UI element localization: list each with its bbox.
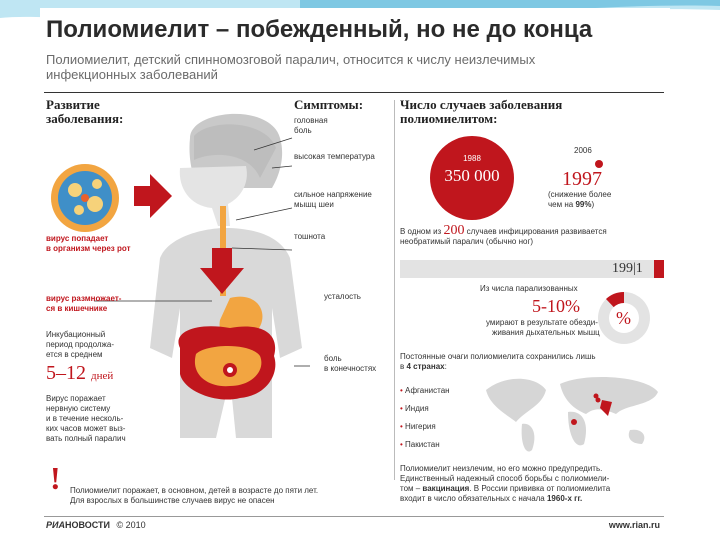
infographic	[40, 8, 670, 536]
count-2006: 1997	[562, 168, 602, 190]
country-name: Афганистан	[405, 386, 450, 395]
ratio-bar-fill	[654, 260, 664, 278]
country-name: Индия	[405, 404, 429, 413]
virus-enter-text	[46, 234, 130, 254]
incubation-line2: период продолжа-	[46, 340, 114, 349]
warning-line1: Полиомиелит поражает, в основном, детей в возрасте до пяти лет.	[70, 486, 319, 495]
country-item: • Нигерия	[400, 422, 436, 431]
symptoms-header: Симптомы:	[294, 97, 364, 112]
ratio-label: 199|1	[612, 261, 643, 276]
vaccination-year: 1960-х гг.	[546, 494, 583, 503]
symptom-neck-line2: мышц шеи	[294, 200, 334, 209]
country-name: Нигерия	[405, 422, 436, 431]
country-name: Пакистан	[405, 440, 440, 449]
vaccination-line3-suffix: . В России прививка от полиомиелита	[469, 484, 611, 493]
country-item: • Индия	[400, 404, 429, 413]
nerve-text	[46, 394, 126, 444]
symptom-limb-pain-line1: боль	[324, 354, 342, 363]
ratio-text-prefix: В одном из	[400, 227, 444, 236]
page-subtitle: Полиомиелит, детский спинномозговой паралич, относится к числу неизлечимых инфекционных заболеваний	[46, 52, 536, 82]
symptom-headache	[294, 116, 328, 136]
warning-icon: !	[50, 460, 61, 496]
vaccination-line3-prefix: том –	[400, 484, 423, 493]
cases-2006-dot	[595, 160, 603, 168]
reduction-note	[548, 190, 611, 210]
ratio-text-line2: необратимый паралич (обычно ног)	[400, 237, 534, 246]
foci-line1: Постоянные очаги полиомиелита сохранились лишь	[400, 352, 596, 361]
cases-header-line2: полиомиелитом:	[400, 111, 498, 126]
country-list	[400, 382, 450, 454]
reduction-percent: 99%	[575, 200, 592, 209]
symptom-limb-pain	[324, 354, 376, 374]
symptom-nausea: тошнота	[294, 232, 326, 241]
paralysis-ratio-text	[400, 223, 660, 247]
paralyzed-percent: 5-10%	[532, 296, 580, 316]
reduction-note-line1: (снижение более	[548, 190, 612, 199]
incubation-line1: Инкубационный	[46, 330, 106, 339]
vaccination-keyword: вакцинация	[422, 484, 470, 493]
symptom-headache-line2: боль	[294, 126, 312, 135]
foci-text	[400, 352, 596, 372]
column-divider	[394, 100, 395, 480]
incubation-days-number: 5–12	[46, 362, 86, 384]
development-header-line1: Развитие	[46, 97, 100, 112]
nerve-line3: и в течение несколь-	[46, 414, 124, 423]
paralyzed-text-2: умирают в результате обезди-	[486, 318, 598, 327]
footer-brand	[46, 520, 146, 530]
foci-prefix: в	[400, 362, 407, 371]
symptom-headache-line1: головная	[294, 116, 328, 125]
header-divider	[44, 92, 664, 93]
country-item: • Пакистан	[400, 440, 440, 449]
virus-multiply-line2: ся в кишечнике	[46, 304, 108, 313]
symptom-limb-pain-line2: в конечностях	[324, 364, 377, 373]
virus-image	[51, 164, 119, 232]
incubation-line3: ется в среднем	[46, 350, 103, 359]
page-title: Полиомиелит – побежденный, но не до конца	[46, 16, 593, 43]
year-2006: 2006	[574, 146, 592, 155]
symptom-neck	[294, 190, 372, 210]
incubation-text	[46, 330, 114, 360]
warning-line2: Для взрослых в большинстве случаев вирус не опасен	[70, 496, 275, 505]
cases-header	[400, 98, 562, 126]
symptom-fatigue: усталость	[324, 292, 361, 301]
symptom-neck-line1: сильное напряжение	[294, 190, 372, 199]
percent-sign: %	[616, 308, 631, 328]
paralyzed-text-1: Из числа парализованных	[480, 284, 578, 293]
vaccination-text	[400, 464, 662, 504]
nerve-line1: Вирус поражает	[46, 394, 106, 403]
count-1988: 350 000	[444, 166, 500, 185]
nerve-line4: ких часов может выз-	[46, 424, 126, 433]
brand-ria: РИА	[46, 520, 65, 530]
arrow-right-icon	[134, 174, 172, 218]
incubation-days-word: дней	[91, 370, 114, 382]
virus-multiply-line1: вирус размножает-	[46, 294, 122, 303]
symptom-fever: высокая температура	[294, 152, 375, 161]
development-header-line2: заболевания:	[46, 111, 124, 126]
reduction-note-suffix: )	[591, 200, 595, 209]
incubation-days	[46, 362, 113, 385]
nerve-line5: вать полный паралич	[46, 434, 126, 443]
ratio-number: 200	[443, 223, 465, 238]
foci-suffix: :	[444, 362, 447, 371]
site-link[interactable]: www.rian.ru	[608, 520, 660, 530]
vaccination-line2: Единственный надежный способ борьбы с полиомиели-	[400, 474, 610, 483]
year-1988: 1988	[463, 154, 481, 163]
brand-novosti: НОВОСТИ	[64, 520, 111, 530]
footer-divider	[44, 516, 664, 517]
virus-enter-line1: вирус попадает	[46, 234, 109, 243]
paralyzed-text-3: живания дыхательных мышц	[492, 328, 600, 337]
ratio-text-middle: случаев инфицирования развивается	[464, 227, 607, 236]
virus-enter-line2: в организм через рот	[46, 244, 131, 253]
copyright-year: © 2010	[116, 520, 146, 530]
reduction-note-prefix: чем на	[548, 200, 576, 209]
virus-multiply-text	[46, 294, 121, 314]
vaccination-line1: Полиомиелит неизлечим, но его можно предупредить.	[400, 464, 603, 473]
nerve-line2: нервную систему	[46, 404, 111, 413]
country-item: • Афганистан	[400, 386, 450, 395]
world-map	[476, 370, 664, 460]
vaccination-line4: входит в число обязательных с начала	[400, 494, 547, 503]
warning-text	[70, 486, 318, 506]
cases-header-line1: Число случаев заболевания	[400, 97, 563, 112]
foci-count: 4 странах	[406, 362, 445, 371]
